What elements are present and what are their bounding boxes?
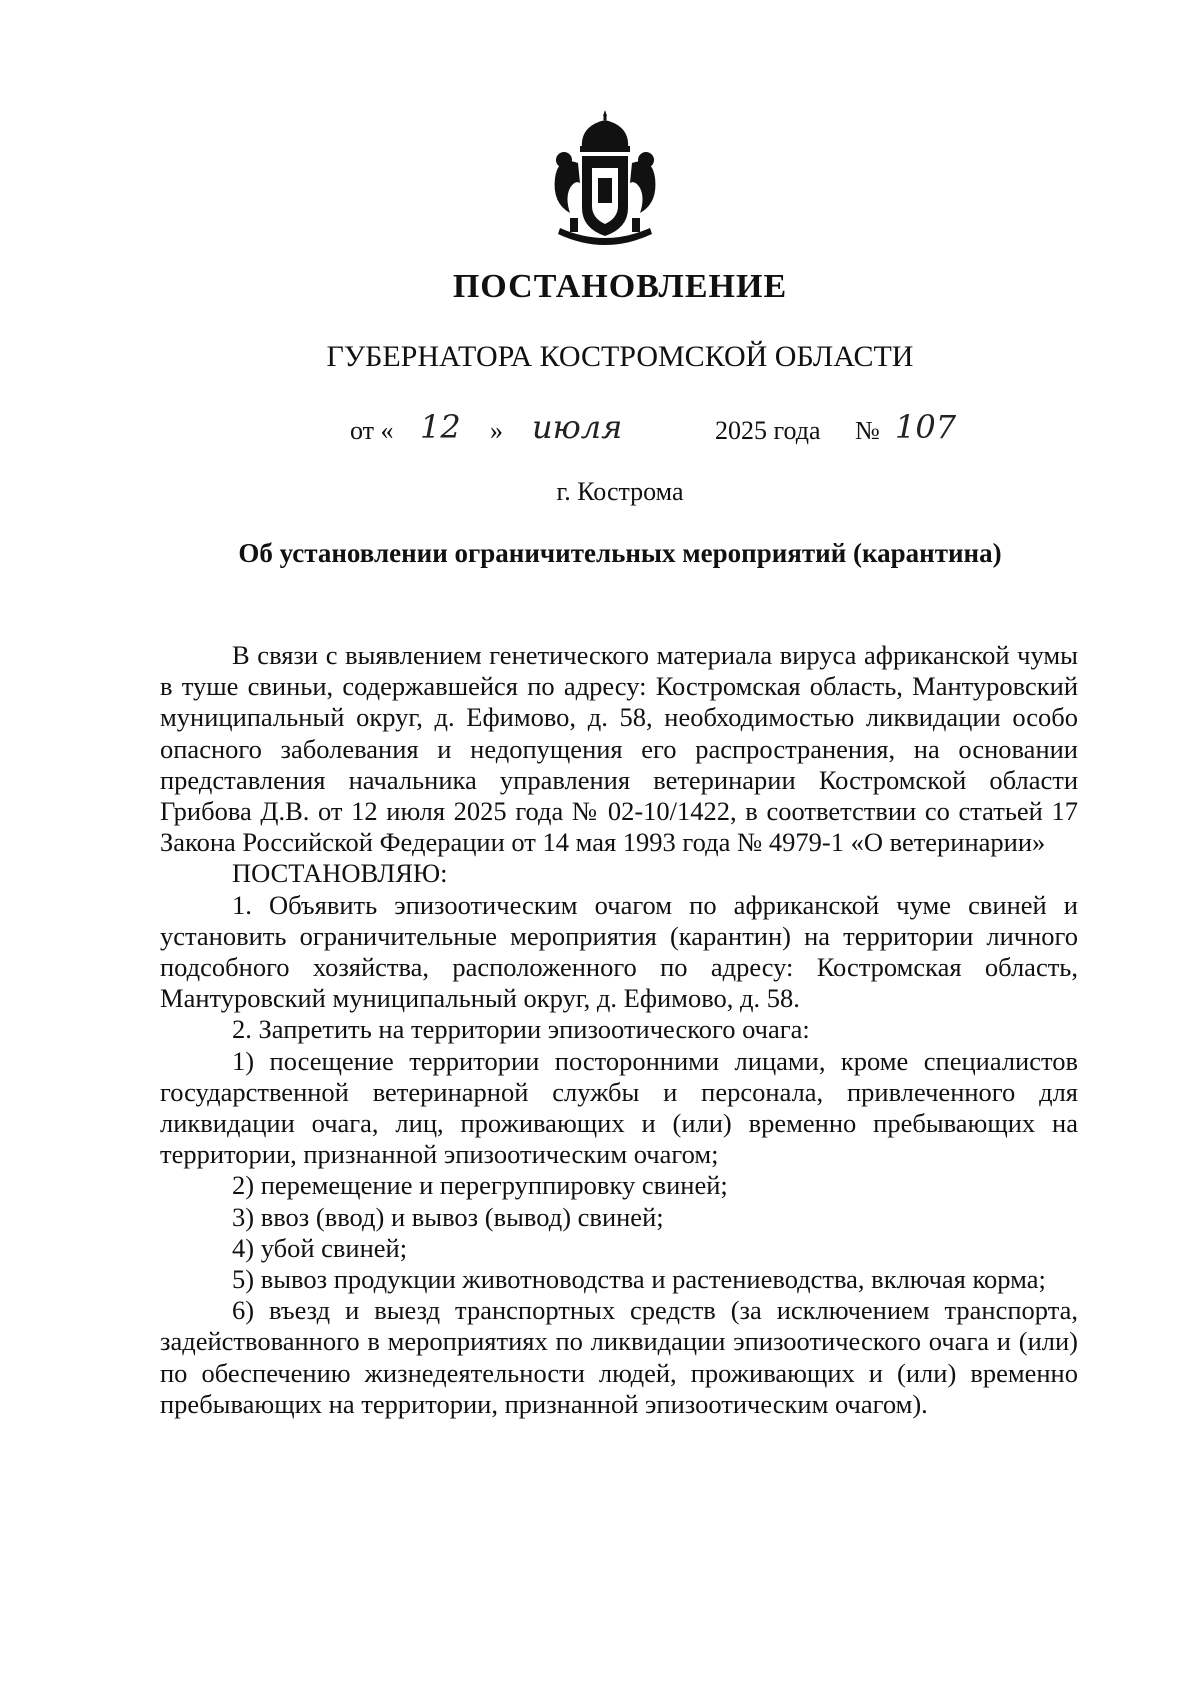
- subitem-5: 5) вывоз продукции животноводства и растениеводства, включая корма;: [232, 1264, 1046, 1295]
- subitem-6: 6) въезд и выезд транспортных средств (за исключением транспорта, задействованного в мероприятиях по ликвидации эпизоотического очага и (или) по обеспечению жизнедеятельности людей, проживающих и (или) временно пребывающих на территории, признанной эпизоотическим очагом).: [160, 1295, 1078, 1419]
- issuing-authority: ГУБЕРНАТОРА КОСТРОМСКОЙ ОБЛАСТИ: [326, 340, 914, 373]
- date-prefix: от «: [350, 416, 394, 445]
- preamble-paragraph: В связи с выявлением генетического материала вируса африканской чумы в туше свиньи, содержавшейся по адресу: Костромская область, Мантуровский муниципальный округ, д. Ефимово, д. 58, необходимостью ликвидации особо опасного заболевания и недопущения его распространения, на основании представления начальника управления ветеринарии Костромской области Грибова Д.В. от 12 июля 2025 года № 02-10/1422, в соответствии со статьей 17 Закона Российской Федерации от 14 мая 1993 года № 4979-1 «О ветеринарии»: [160, 640, 1078, 858]
- date-quote-close: »: [490, 416, 503, 445]
- number-prefix: №: [855, 416, 880, 445]
- item-2: 2. Запретить на территории эпизоотического очага:: [232, 1014, 810, 1045]
- subitem-1: 1) посещение территории посторонними лицами, кроме специалистов государственной ветеринарной службы и персонала, привлеченного для ликвидации очага, лиц, проживающих и (или) временно пребывающих на территории, признанной эпизоотическим очагом;: [160, 1045, 1078, 1170]
- coat-of-arms-icon: [540, 108, 670, 258]
- handwritten-number: 107: [895, 408, 957, 446]
- handwritten-day: 12: [420, 408, 461, 446]
- handwritten-month: июля: [532, 408, 623, 446]
- city-name: г. Кострома: [556, 477, 684, 506]
- decree-word: ПОСТАНОВЛЯЮ:: [232, 858, 448, 889]
- item-1: 1. Объявить эпизоотическим очагом по африканской чуме свиней и установить ограничительные мероприятия (карантин) на территории личного подсобного хозяйства, расположенного по адресу: Костромская область, Мантуровский муниципальный округ, д. Ефимово, д. 58.: [160, 889, 1078, 1014]
- subitem-2: 2) перемещение и перегруппировку свиней;: [232, 1170, 728, 1201]
- date-number-line: [350, 408, 970, 458]
- document-body: [160, 640, 1078, 1420]
- subitem-4: 4) убой свиней;: [232, 1232, 408, 1263]
- date-year: 2025 года: [715, 416, 821, 445]
- subitem-3: 3) ввоз (ввод) и вывоз (вывод) свиней;: [232, 1201, 664, 1232]
- document-heading: Об установлении ограничительных мероприятий (карантина): [238, 538, 1002, 568]
- document-type-title: ПОСТАНОВЛЕНИЕ: [452, 268, 788, 305]
